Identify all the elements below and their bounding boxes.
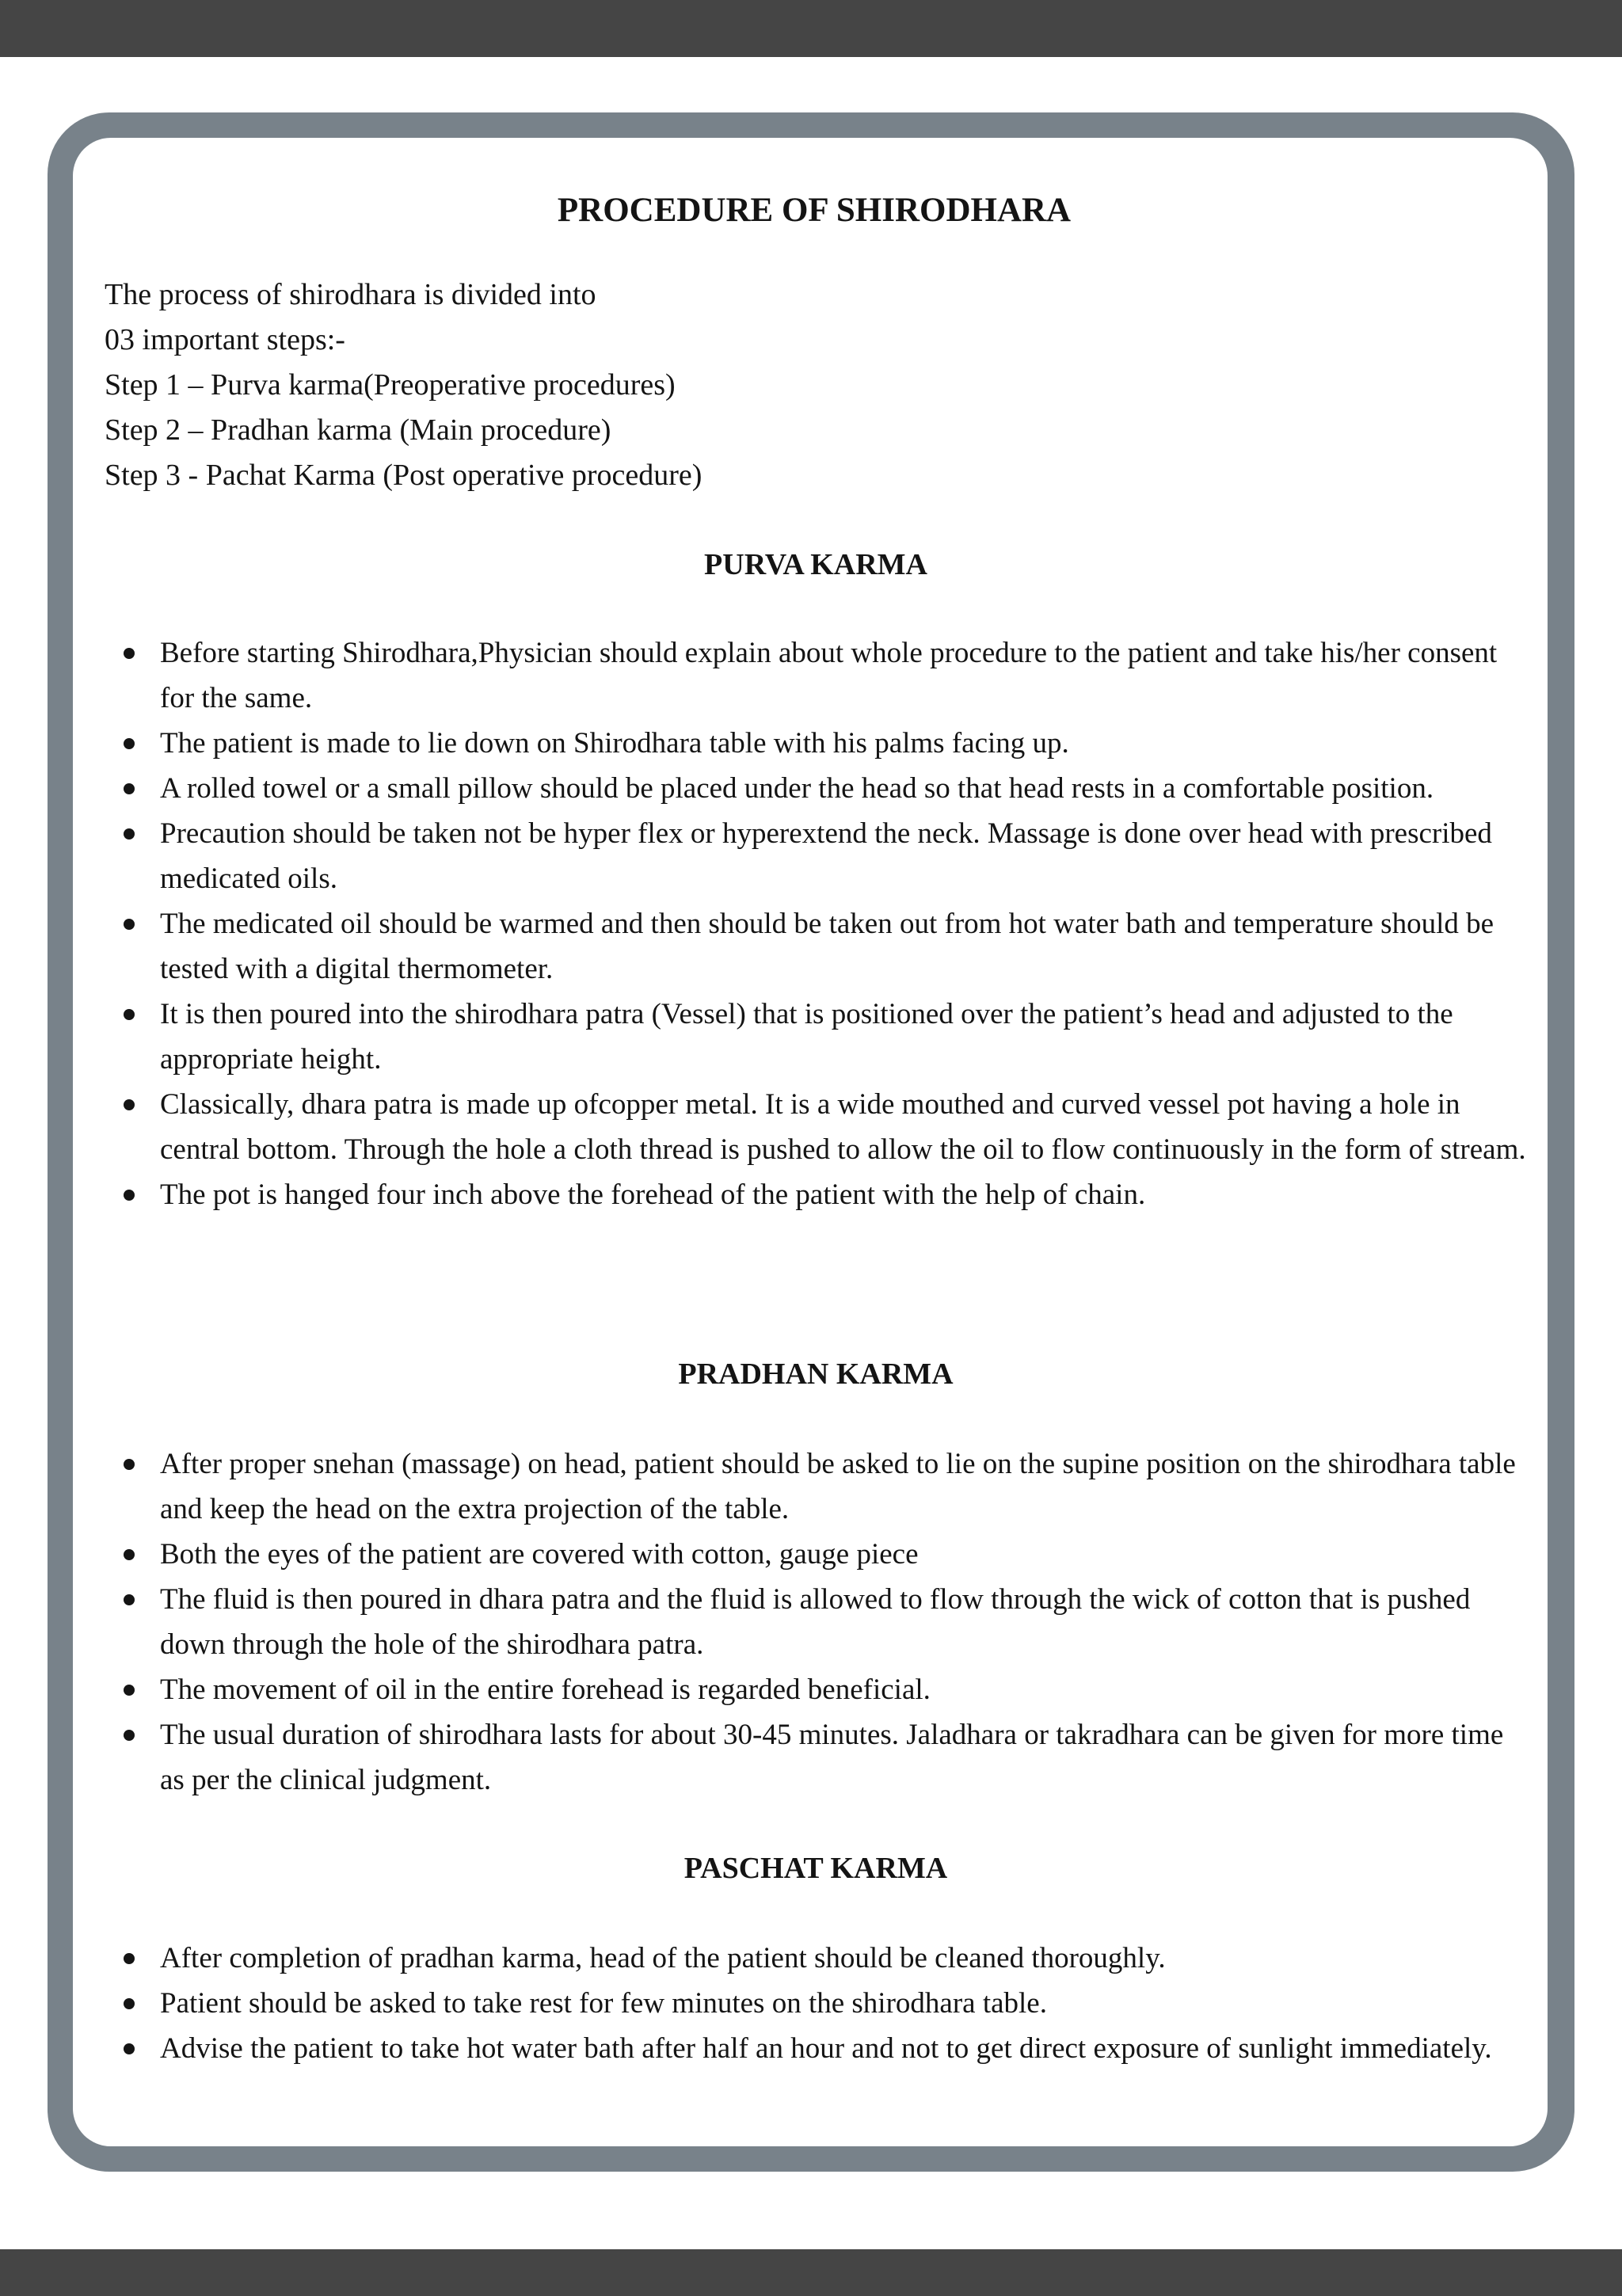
top-bar xyxy=(0,0,1622,57)
bullet-icon xyxy=(124,783,135,794)
list-item xyxy=(160,811,1532,901)
list-item-text: Both the eyes of the patient are covered with cotton, gauge piece xyxy=(160,1538,919,1571)
paschat-karma-list xyxy=(160,1936,1532,2071)
bullet-icon xyxy=(124,1953,135,1964)
list-item xyxy=(160,1981,1532,2026)
list-item-text: A rolled towel or a small pillow should be placed under the head so that head rests in a comfortable position. xyxy=(160,772,1434,805)
list-item-text: Classically, dhara patra is made up ofcopper metal. It is a wide mouthed and curved vessel pot having a hole in central bottom. Through the hole a cloth thread is pushed to allow the oil to flow continuously in the form of stream. xyxy=(160,1088,1526,1166)
list-item-text: The pot is hanged four inch above the forehead of the patient with the help of chain. xyxy=(160,1178,1146,1211)
list-item-text: The fluid is then poured in dhara patra and the fluid is allowed to flow through the wick of cotton that is pushed down through the hole of the shirodhara patra. xyxy=(160,1583,1471,1661)
bottom-bar xyxy=(0,2249,1622,2296)
bullet-icon xyxy=(124,1009,135,1020)
list-item-text: The usual duration of shirodhara lasts for about 30-45 minutes. Jaladhara or takradhara can be given for more time as per the clinical judgment. xyxy=(160,1719,1504,1796)
intro-line: Step 2 – Pradhan karma (Main procedure) xyxy=(105,413,611,447)
list-item xyxy=(160,901,1532,992)
list-item-text: Before starting Shirodhara,Physician should explain about whole procedure to the patient and take his/her consent for the same. xyxy=(160,637,1498,714)
bullet-icon xyxy=(124,1459,135,1470)
page-title: PROCEDURE OF SHIRODHARA xyxy=(557,192,1072,229)
purva-karma-list xyxy=(160,630,1532,1217)
section-heading-paschat-karma: PASCHAT KARMA xyxy=(683,1852,948,1885)
list-item-text: After proper snehan (massage) on head, patient should be asked to lie on the supine position on the shirodhara table and keep the head on the extra projection of the table. xyxy=(160,1448,1516,1525)
list-item xyxy=(160,1082,1532,1172)
intro-line: 03 important steps:- xyxy=(105,323,345,356)
list-item-text: After completion of pradhan karma, head of the patient should be cleaned thoroughly. xyxy=(160,1942,1166,1974)
list-item-text: Advise the patient to take hot water bath after half an hour and not to get direct exposure of sunlight immediately. xyxy=(160,2032,1492,2065)
intro-text xyxy=(105,272,1530,498)
list-item-text: Patient should be asked to take rest for few minutes on the shirodhara table. xyxy=(160,1987,1047,2020)
bullet-icon xyxy=(124,919,135,930)
bullet-icon xyxy=(124,1190,135,1201)
list-item-text: It is then poured into the shirodhara patra (Vessel) that is positioned over the patient’s head and adjusted to the appropriate height. xyxy=(160,998,1453,1076)
bullet-icon xyxy=(124,1998,135,2009)
intro-line: Step 3 - Pachat Karma (Post operative procedure) xyxy=(105,459,702,492)
list-item xyxy=(160,2026,1532,2071)
pradhan-karma-list xyxy=(160,1441,1532,1803)
bullet-icon xyxy=(124,738,135,749)
bullet-icon xyxy=(124,1730,135,1741)
section-heading-pradhan-karma: PRADHAN KARMA xyxy=(678,1357,954,1391)
list-item xyxy=(160,1577,1532,1667)
list-item xyxy=(160,1532,1532,1577)
list-item xyxy=(160,766,1532,811)
bullet-icon xyxy=(124,648,135,659)
list-item-text: The medicated oil should be warmed and then should be taken out from hot water bath and temperature should be tested with a digital thermometer. xyxy=(160,908,1494,985)
list-item xyxy=(160,1441,1532,1532)
list-item xyxy=(160,1936,1532,1981)
list-item-text: The patient is made to lie down on Shirodhara table with his palms facing up. xyxy=(160,727,1069,760)
intro-line: The process of shirodhara is divided into xyxy=(105,278,596,311)
intro-line: Step 1 – Purva karma(Preoperative procedures) xyxy=(105,368,676,402)
list-item-text: Precaution should be taken not be hyper flex or hyperextend the neck. Massage is done over head with prescribed medicated oils. xyxy=(160,817,1492,895)
bullet-icon xyxy=(124,1549,135,1560)
bullet-icon xyxy=(124,1594,135,1605)
list-item xyxy=(160,1667,1532,1712)
bullet-icon xyxy=(124,1685,135,1696)
list-item xyxy=(160,630,1532,721)
list-item xyxy=(160,1712,1532,1803)
list-item xyxy=(160,1172,1532,1217)
list-item xyxy=(160,721,1532,766)
bullet-icon xyxy=(124,828,135,840)
list-item xyxy=(160,992,1532,1082)
bullet-icon xyxy=(124,1099,135,1110)
list-item-text: The movement of oil in the entire forehead is regarded beneficial. xyxy=(160,1673,931,1706)
section-heading-purva-karma: PURVA KARMA xyxy=(704,548,927,581)
bullet-icon xyxy=(124,2043,135,2054)
